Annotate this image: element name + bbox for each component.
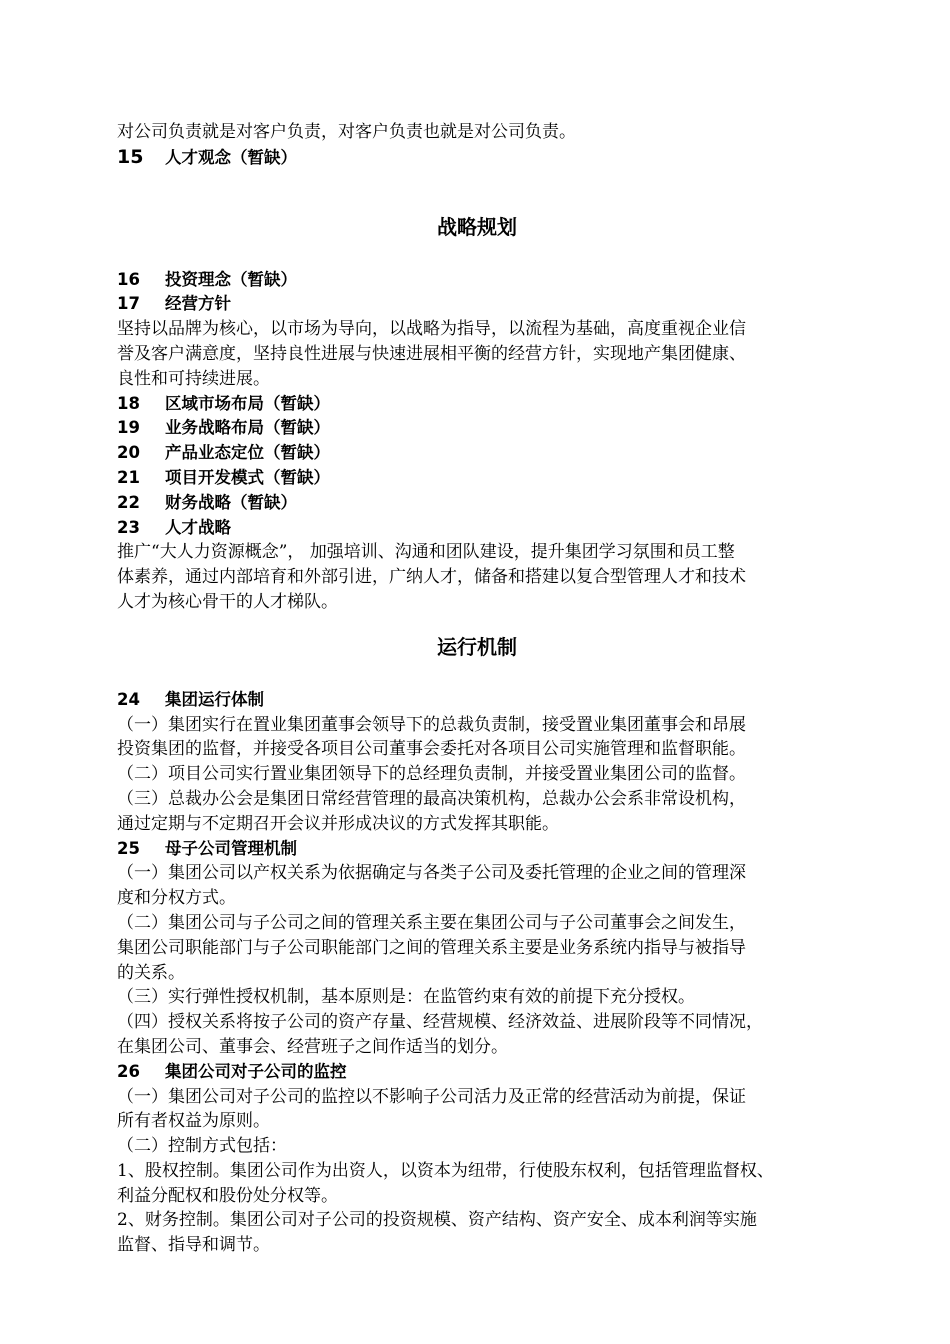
text-line: （一）集团公司以产权关系为依据确定与各类子公司及委托管理的企业之间的管理深	[117, 863, 746, 884]
heading-number: 25	[117, 838, 140, 858]
text-line: 誉及客户满意度，坚持良性进展与快速进展相平衡的经营方针，实现地产集团健康、	[117, 343, 746, 364]
heading-text: 财务战略（暂缺）	[165, 492, 297, 512]
heading-text: 投资理念（暂缺）	[165, 269, 297, 289]
text-line: 2、财务控制。集团公司对子公司的投资规模、资产结构、资产安全、成本利润等实施	[117, 1210, 757, 1231]
heading-20	[117, 441, 837, 466]
heading-number: 24	[117, 689, 140, 709]
heading-26	[117, 1060, 837, 1085]
heading-number: 23	[117, 517, 140, 537]
text-line: 利益分配权和股份处分权等。	[117, 1185, 338, 1206]
heading-number: 15	[117, 145, 144, 168]
heading-24	[117, 688, 837, 713]
heading-number: 17	[117, 294, 140, 314]
paragraph-17	[117, 317, 837, 391]
heading-text: 人才战略	[165, 517, 231, 537]
paragraph-26-1	[117, 1085, 837, 1135]
paragraph-25-3	[117, 985, 837, 1010]
text-line: 通过定期与不定期召开会议并形成决议的方式发挥其职能。	[117, 813, 559, 834]
heading-text: 集团公司对子公司的监控	[165, 1061, 347, 1081]
paragraph-25-4	[117, 1010, 837, 1060]
paragraph-24-1	[117, 713, 837, 763]
paragraph-25-1	[117, 861, 837, 911]
text-line: 度和分权方式。	[117, 888, 236, 909]
text-line: （三）实行弹性授权机制，基本原则是：在监管约束有效的前提下充分授权。	[117, 987, 695, 1008]
text-line: 良性和可持续进展。	[117, 368, 270, 389]
text-line: 坚持以品牌为核心，以市场为导向，以战略为指导，以流程为基础，高度重视企业信	[117, 319, 746, 340]
heading-text: 业务战略布局（暂缺）	[165, 418, 330, 438]
paragraph-25-2	[117, 911, 837, 985]
text-line: （二）项目公司实行置业集团领导下的总经理负责制，并接受置业集团公司的监督。	[117, 764, 746, 785]
heading-23	[117, 516, 837, 541]
heading-text: 经营方针	[165, 294, 231, 314]
heading-18	[117, 392, 837, 417]
heading-number: 19	[117, 418, 140, 438]
text-line: 在集团公司、董事会、经营班子之间作适当的划分。	[117, 1036, 508, 1057]
text-line: 投资集团的监督，并接受各项目公司董事会委托对各项目公司实施管理和监督职能。	[117, 739, 746, 760]
text-line: （二）集团公司与子公司之间的管理关系主要在集团公司与子公司董事会之间发生，	[117, 912, 746, 933]
heading-text: 人才观念（暂缺）	[165, 147, 297, 167]
heading-number: 22	[117, 492, 140, 512]
heading-number: 18	[117, 393, 140, 413]
text-line: （三）总裁办公会是集团日常经营管理的最高决策机构，总裁办公会系非常设机构，	[117, 788, 746, 809]
text-line: 人才为核心骨干的人才梯队。	[117, 591, 338, 612]
heading-21	[117, 466, 837, 491]
text-line: 1、股权控制。集团公司作为出资人，以资本为纽带，行使股东权利，包括管理监督权、	[117, 1160, 774, 1181]
heading-number: 16	[117, 269, 140, 289]
text-line: 监督、指导和调节。	[117, 1235, 270, 1256]
paragraph-26-3	[117, 1159, 837, 1209]
section-title-strategy: 战略规划	[437, 214, 517, 239]
heading-text: 项目开发模式（暂缺）	[165, 467, 330, 487]
heading-19	[117, 416, 837, 441]
text-line: 的关系。	[117, 962, 185, 983]
text-line: （四）授权关系将按子公司的资产存量、经营规模、经济效益、进展阶段等不同情况，	[117, 1012, 763, 1033]
heading-22	[117, 491, 837, 516]
text-line: 体素养，通过内部培育和外部引进，广纳人才，储备和搭建以复合型管理人才和技术	[117, 567, 746, 588]
heading-17	[117, 292, 837, 317]
paragraph-23	[117, 540, 837, 614]
intro-line: 对公司负责就是对客户负责，对客户负责也就是对公司负责。	[117, 122, 576, 142]
paragraph-26-4	[117, 1208, 837, 1258]
text-line: （一）集团公司对子公司的监控以不影响子公司活力及正常的经营活动为前提，保证	[117, 1086, 746, 1107]
section-title-operation: 运行机制	[437, 634, 517, 659]
heading-text: 产品业态定位（暂缺）	[165, 443, 330, 463]
heading-number: 20	[117, 443, 140, 463]
text-line: （一）集团实行在置业集团董事会领导下的总裁负责制，接受置业集团董事会和昂展	[117, 714, 746, 735]
heading-text: 集团运行体制	[165, 689, 264, 709]
paragraph-26-2	[117, 1134, 837, 1159]
heading-15	[117, 145, 837, 171]
text-line: 所有者权益为原则。	[117, 1111, 270, 1132]
text-line: 集团公司职能部门与子公司职能部门之间的管理关系主要是业务系统内指导与被指导	[117, 937, 746, 958]
heading-number: 21	[117, 467, 140, 487]
paragraph-24-3	[117, 787, 837, 837]
heading-25	[117, 837, 837, 862]
document-page	[117, 120, 837, 1258]
heading-text: 区域市场布局（暂缺）	[165, 393, 330, 413]
text-line: （二）控制方式包括：	[117, 1136, 287, 1157]
text-line: 推广“大人力资源概念”， 加强培训、沟通和团队建设，提升集团学习氛围和员工整	[117, 542, 735, 563]
heading-number: 26	[117, 1061, 140, 1081]
heading-16	[117, 268, 837, 293]
paragraph-24-2	[117, 762, 837, 787]
heading-text: 母子公司管理机制	[165, 838, 297, 858]
